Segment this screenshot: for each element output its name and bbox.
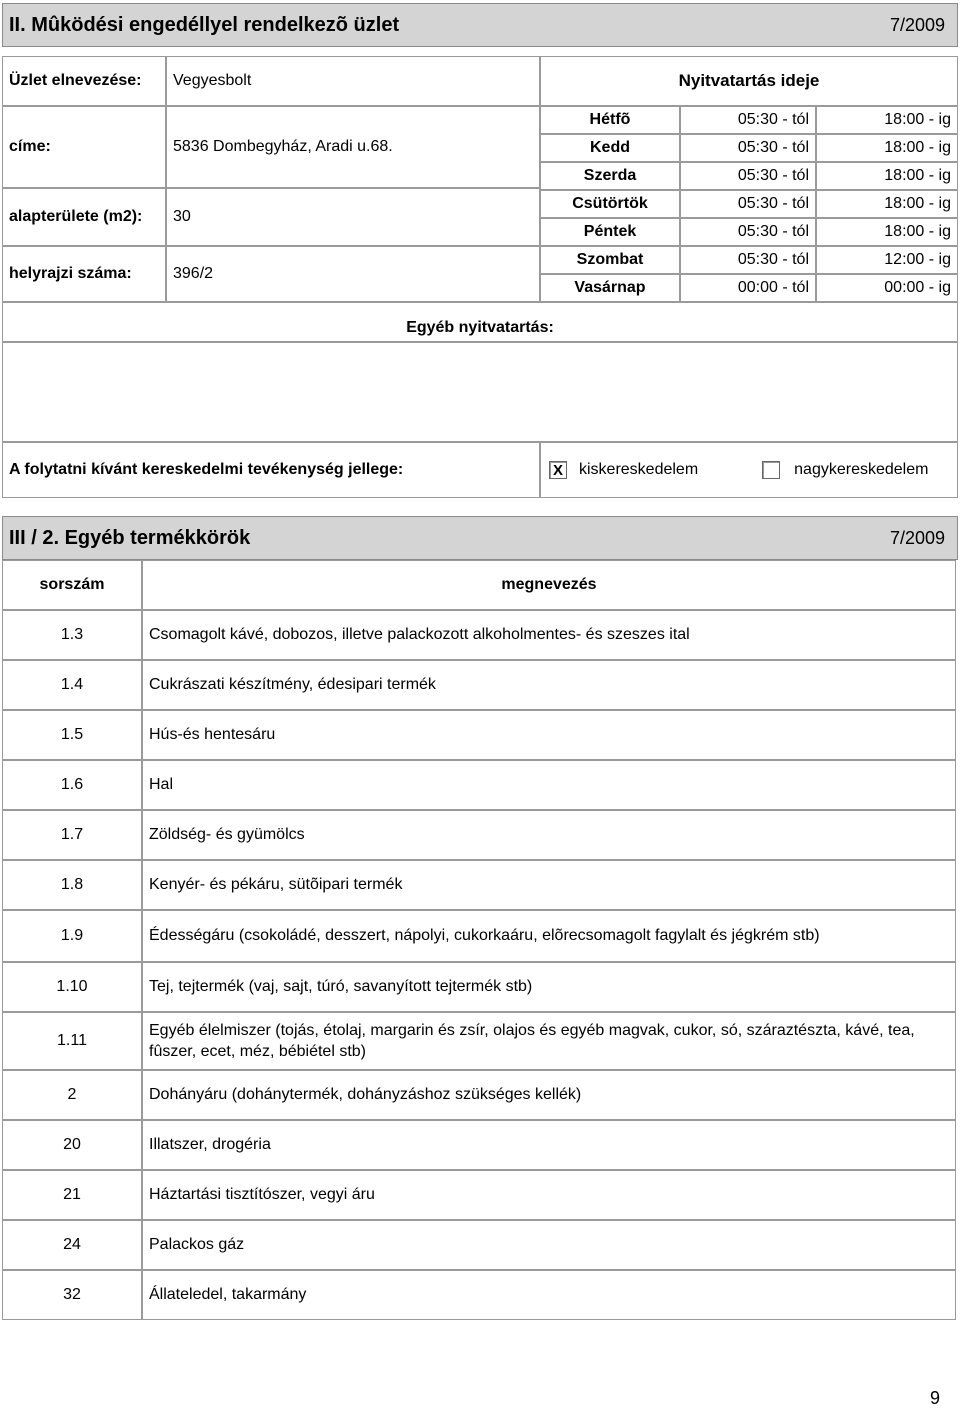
opening-hours-title: Nyitvatartás ideje	[540, 56, 958, 106]
hours-day: Vasárnap	[540, 274, 680, 302]
row-number: 1.4	[2, 660, 142, 710]
shop-name-label: Üzlet elnevezése:	[2, 56, 166, 106]
row-number: 1.11	[2, 1012, 142, 1070]
activity-options	[540, 442, 958, 498]
section-2-code: 7/2009	[889, 14, 945, 35]
row-number: 21	[2, 1170, 142, 1220]
column-header-name: megnevezés	[142, 560, 956, 610]
retail-checkbox[interactable]: X	[549, 461, 567, 479]
row-name: Dohányáru (dohánytermék, dohányzáshoz szükséges kellék)	[142, 1070, 956, 1120]
row-number: 1.3	[2, 610, 142, 660]
retail-label: kiskereskedelem	[579, 461, 699, 478]
hours-day: Szerda	[540, 162, 680, 190]
hours-to: 12:00 - ig	[816, 246, 958, 274]
shop-address-label: címe:	[2, 106, 166, 188]
other-hours-label: Egyéb nyitvatartás:	[2, 302, 958, 342]
row-name: Tej, tejtermék (vaj, sajt, túró, savanyított tejtermék stb)	[142, 962, 956, 1012]
row-name: Édességáru (csokoládé, desszert, nápolyi, cukorkaáru, elõrecsomagolt fagylalt és jégkrém stb)	[142, 910, 956, 962]
hours-to: 18:00 - ig	[816, 190, 958, 218]
activity-label: A folytatni kívánt kereskedelmi tevékenység jellege:	[2, 442, 540, 498]
wholesale-checkbox[interactable]	[762, 461, 780, 479]
hours-from: 05:30 - tól	[680, 218, 816, 246]
hours-to: 00:00 - ig	[816, 274, 958, 302]
row-number: 1.6	[2, 760, 142, 810]
hours-to: 18:00 - ig	[816, 162, 958, 190]
row-number: 1.8	[2, 860, 142, 910]
row-number: 1.10	[2, 962, 142, 1012]
row-name: Zöldség- és gyümölcs	[142, 810, 956, 860]
hours-to: 18:00 - ig	[816, 106, 958, 134]
row-number: 20	[2, 1120, 142, 1170]
row-name: Hús-és hentesáru	[142, 710, 956, 760]
section-2-title: II. Mûködési engedéllyel rendelkezõ üzlet	[9, 13, 400, 36]
row-name: Egyéb élelmiszer (tojás, étolaj, margarin és zsír, olajos és egyéb magvak, cukor, só, száraztészta, kávé, tea, fûszer, ecet, méz, bébiétel stb)	[142, 1012, 956, 1070]
row-name: Hal	[142, 760, 956, 810]
section-3-header	[2, 516, 958, 560]
hours-day: Szombat	[540, 246, 680, 274]
row-name: Kenyér- és pékáru, sütõipari termék	[142, 860, 956, 910]
shop-area-label: alapterülete (m2):	[2, 188, 166, 246]
row-name: Cukrászati készítmény, édesipari termék	[142, 660, 956, 710]
hours-from: 00:00 - tól	[680, 274, 816, 302]
other-hours-box	[2, 342, 958, 442]
shop-name-value: Vegyesbolt	[166, 56, 540, 106]
row-number: 1.7	[2, 810, 142, 860]
section-3-code: 7/2009	[889, 527, 945, 548]
row-number: 1.9	[2, 910, 142, 962]
page-number: 9	[930, 1388, 941, 1408]
hours-from: 05:30 - tól	[680, 134, 816, 162]
row-name: Palackos gáz	[142, 1220, 956, 1270]
hours-day: Péntek	[540, 218, 680, 246]
hours-from: 05:30 - tól	[680, 162, 816, 190]
row-number: 1.5	[2, 710, 142, 760]
shop-area-value: 30	[166, 188, 540, 246]
hours-day: Hétfõ	[540, 106, 680, 134]
row-name: Illatszer, drogéria	[142, 1120, 956, 1170]
row-number: 32	[2, 1270, 142, 1320]
shop-address-value: 5836 Dombegyház, Aradi u.68.	[166, 106, 540, 188]
row-name: Csomagolt kávé, dobozos, illetve palackozott alkoholmentes- és szeszes ital	[142, 610, 956, 660]
section-2-header	[2, 3, 958, 47]
row-name: Háztartási tisztítószer, vegyi áru	[142, 1170, 956, 1220]
shop-lot-value: 396/2	[166, 246, 540, 302]
section-3-title: III / 2. Egyéb termékkörök	[9, 526, 251, 549]
row-number: 2	[2, 1070, 142, 1120]
shop-lot-label: helyrajzi száma:	[2, 246, 166, 302]
hours-from: 05:30 - tól	[680, 106, 816, 134]
hours-day: Csütörtök	[540, 190, 680, 218]
hours-to: 18:00 - ig	[816, 218, 958, 246]
column-header-number: sorszám	[2, 560, 142, 610]
row-name: Állateledel, takarmány	[142, 1270, 956, 1320]
wholesale-label: nagykereskedelem	[794, 461, 929, 478]
hours-to: 18:00 - ig	[816, 134, 958, 162]
hours-day: Kedd	[540, 134, 680, 162]
hours-from: 05:30 - tól	[680, 190, 816, 218]
row-number: 24	[2, 1220, 142, 1270]
hours-from: 05:30 - tól	[680, 246, 816, 274]
